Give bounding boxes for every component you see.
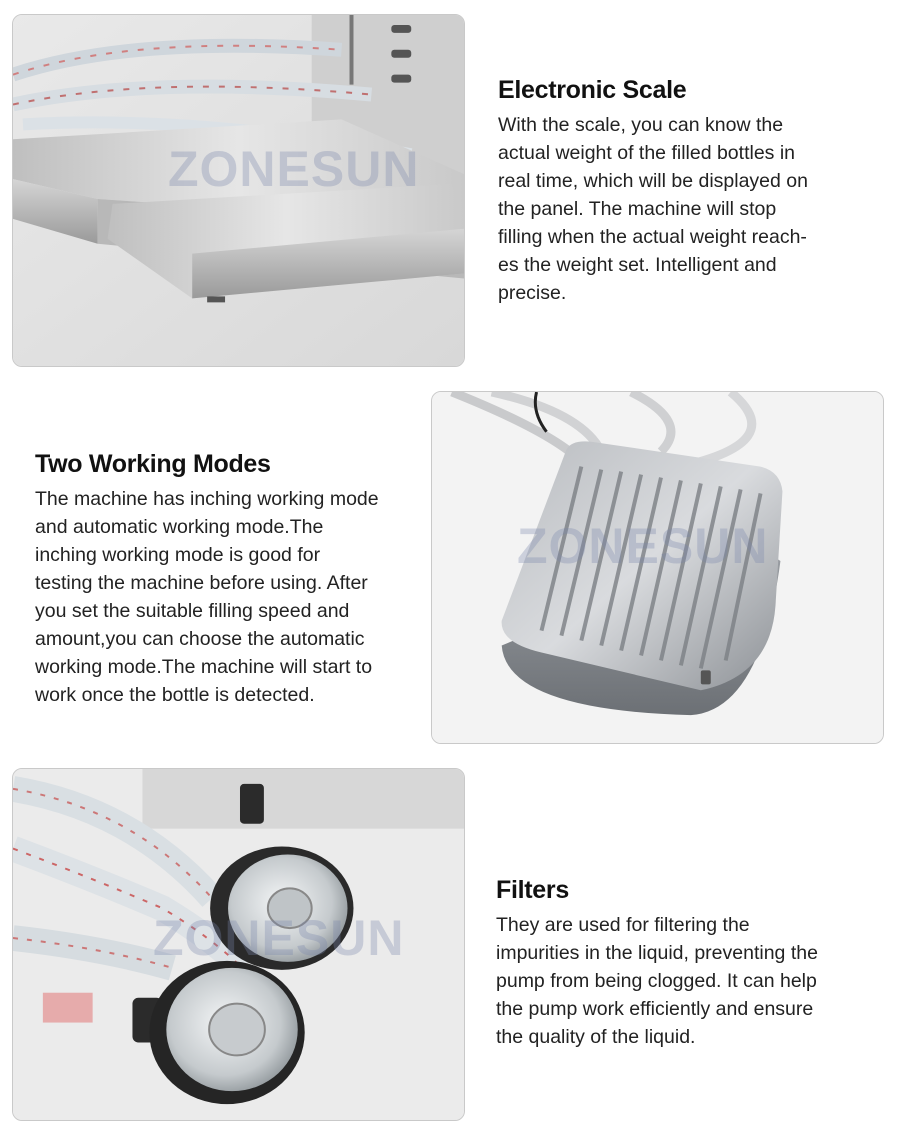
description-line: the pump work efficiently and ensure — [496, 998, 814, 1020]
description-line: and automatic working mode.The — [35, 516, 324, 538]
electronic-scale-illustration — [13, 15, 464, 366]
watermark-text: ZONESUN — [517, 518, 769, 574]
description-line: inching working mode is good for — [35, 544, 321, 566]
description-line: They are used for filtering the — [496, 914, 750, 936]
section-description — [496, 911, 886, 1051]
section-description — [35, 485, 425, 709]
foot-pedal-photo — [431, 391, 884, 744]
description-line: actual weight of the filled bottles in — [498, 142, 796, 164]
description-line: impurities in the liquid, preventing the — [496, 942, 818, 964]
description-line: testing the machine before using. After — [35, 572, 368, 594]
section-title: Two Working Modes — [35, 450, 271, 478]
description-line: With the scale, you can know the — [498, 114, 784, 136]
section-electronic-scale — [498, 76, 888, 307]
section-description — [498, 111, 888, 307]
electronic-scale-photo — [12, 14, 465, 367]
description-line: the panel. The machine will stop — [498, 198, 777, 220]
section-title: Filters — [496, 876, 569, 904]
description-line: real time, which will be displayed on — [498, 170, 808, 192]
description-line: the quality of the liquid. — [496, 1026, 696, 1048]
description-line: pump from being clogged. It can help — [496, 970, 817, 992]
section-two-working-modes — [35, 450, 425, 709]
section-title: Electronic Scale — [498, 76, 687, 104]
description-line: es the weight set. Intelligent and — [498, 254, 777, 276]
filters-illustration — [13, 769, 464, 1120]
description-line: work once the bottle is detected. — [35, 684, 315, 706]
description-line: precise. — [498, 282, 567, 304]
description-line: amount,you can choose the automatic — [35, 628, 365, 650]
filters-photo — [12, 768, 465, 1121]
foot-pedal-illustration — [432, 392, 883, 743]
description-line: The machine has inching working mode — [35, 488, 379, 510]
watermark-text: ZONESUN — [153, 910, 405, 966]
section-filters — [496, 876, 886, 1051]
watermark-text: ZONESUN — [168, 141, 420, 197]
description-line: you set the suitable filling speed and — [35, 600, 350, 622]
description-line: filling when the actual weight reach- — [498, 226, 807, 248]
description-line: working mode.The machine will start to — [35, 656, 373, 678]
